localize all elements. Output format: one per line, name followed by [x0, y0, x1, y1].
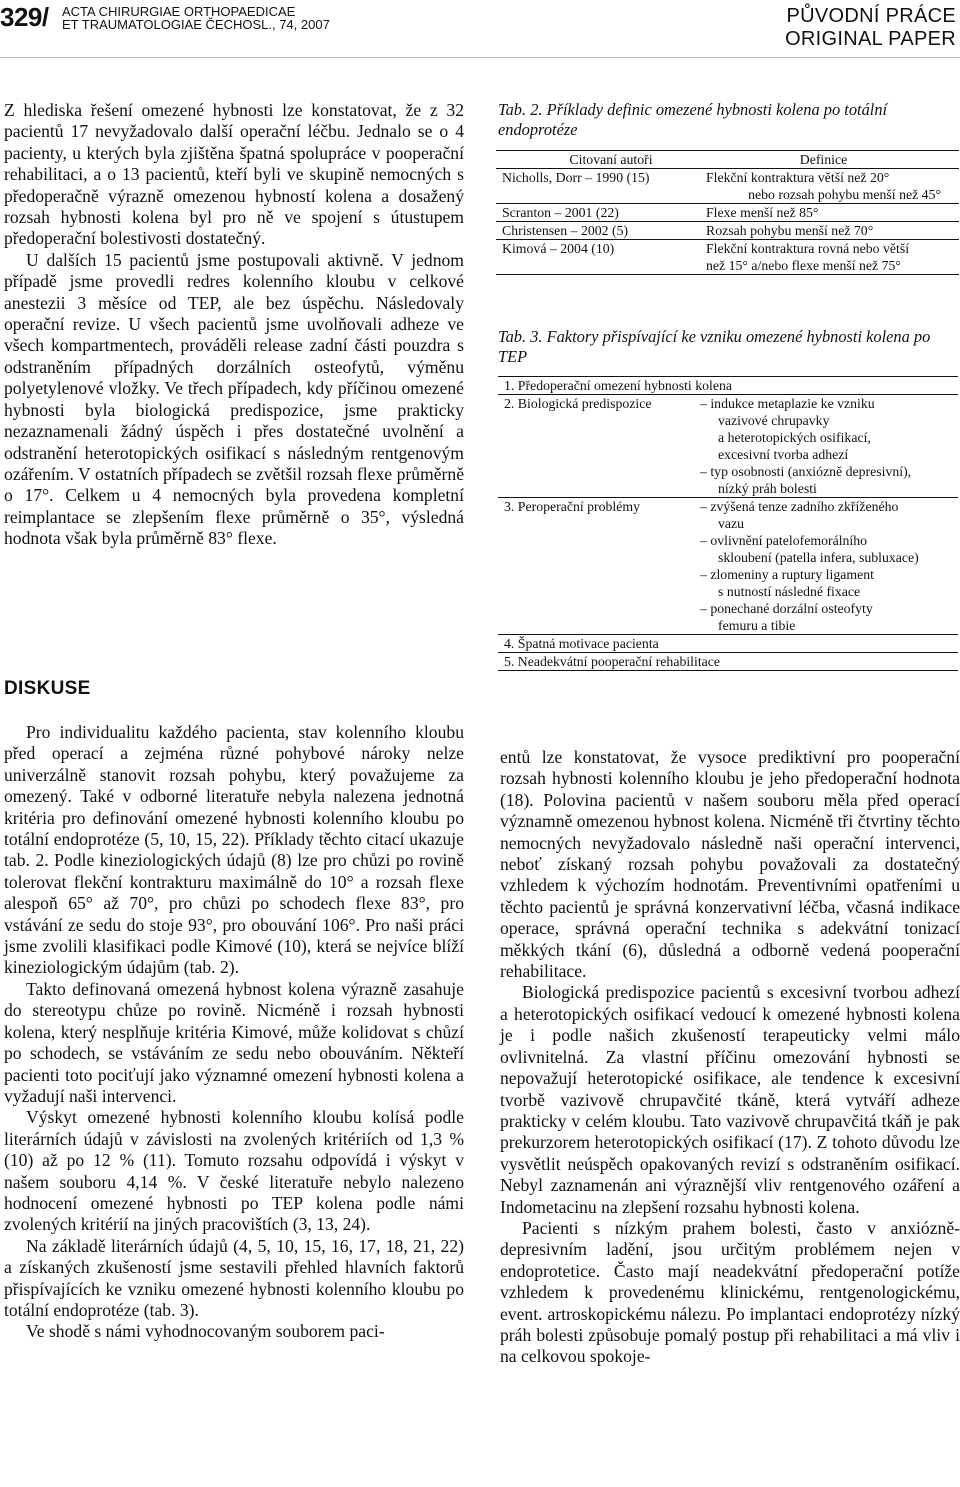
table2-author: Nicholls, Dorr – 1990 (15) [502, 170, 650, 185]
table2-author: Scranton – 2001 (22) [502, 205, 619, 220]
rubric-line2: ORIGINAL PAPER [785, 28, 956, 50]
table2-definition: Rozsah pohybu menší než 70° [706, 223, 874, 238]
paragraph: Biologická predispozice pacientů s excesivní tvorbou adhezí a heterotopických osifikací vedoucí k omezené hybnosti kolena je i podle našich zkušeností terapeuticky velmi málo ovlivnitelná. Za vlastní příčinu omezování hybnosti se nepovažují heterotopické osifikace, ale tendence k excesivní tvorbě vazivově chrupavčité tkáně, která vytváří adheze prakticky v celém kloubu. Tato vazivově chrupavčitá tkáň je pak prekurzorem heterotopických osifikací (17). Z tohoto důvodu lze vysvětlit neúspěch opakovaných revizí s odstraněním osifikací. Nebyl zaznamenán ani výraznější vliv rentgenového ozáření a Indometacinu na zlepšení rozsahu hybnosti kolena. [500, 982, 960, 1217]
table3-factor: 2. Biologická predispozice [504, 396, 652, 411]
table-row [498, 653, 958, 670]
table3-item: – zvýšená tenze zadního zkříženého [700, 499, 899, 514]
paragraph: entů lze konstatovat, že vysoce prediktivní pro pooperační rozsah hybnosti kolenního kloubu je jeho předoperační hodnota (18). Polovina pacientů v našem souboru měla před operací významně omezenou hybnost kolena. Nicméně tři čtvrtiny těchto nemocných nevyžadovalo následně naši operační intervenci, neboť získaný rozsah pohybu považovali za dostatečný vzhledem k výchozím hodnotám. Preventivními opatřeními u těchto pacientů je správná konzervativní léčba, včasná indikace operace, správná operační technika s adekvátní tonizací měkkých tkání (6), důsledná a odborně vedená pooperační rehabilitace. [500, 747, 960, 982]
journal-title-line1: ACTA CHIRURGIAE ORTHOPAEDICAE [62, 4, 296, 19]
journal-title [62, 5, 330, 31]
table2-author: Kimová – 2004 (10) [502, 241, 615, 256]
table3-subitems [700, 498, 956, 634]
table-row [498, 377, 958, 395]
page-header [0, 0, 960, 56]
table2-col-authors: Citovaní autoři [569, 152, 653, 167]
table3-item: – typ osobnosti (anxiózně depresivní), [700, 464, 912, 479]
table-row [496, 204, 959, 222]
table3-item-cont: skloubení (patella infera, subluxace) [718, 550, 919, 565]
table-row [498, 498, 958, 635]
table-row [496, 240, 959, 274]
paragraph: Pro individualitu každého pacienta, stav kolenního kloubu před operací a zejména různé pohybové nároky nelze univerzálně stanovit rozsah pohybu, který považujeme za omezený. Také v odborné literatuře nebyla nalezena jednotná kritéria pro definování omezené hybnosti kolenního kloubu po totální endoprotéze (5, 10, 15, 22). Příklady těchto citací ukazuje tab. 2. Podle kineziologických údajů (8) lze pro chůzi po rovině tolerovat flekční kontrakturu maximálně do 10° a rozsah flexe alespoň 65° až 70°, pro chůzi po schodech flexe 83°, pro vstávání ze sedu do stoje 93°, pro obouvání 106°. Pro naši práci jsme zvolili klasifikaci podle Kimové (10), která se nejvíce blíží kineziologickým údajům (tab. 2). [4, 722, 464, 978]
table3 [498, 376, 958, 671]
paragraph: Ve shodě s námi vyhodnocovaným souborem paci- [26, 1321, 385, 1342]
table3-factor: 3. Peroperační problémy [504, 499, 641, 514]
right-column-bottom [500, 747, 960, 1368]
table2-definition [702, 169, 959, 203]
journal-title-line2: ET TRAUMATOLOGIAE ČECHOSL., 74, 2007 [62, 17, 330, 32]
table3-factor: 1. Předoperační omezení hybnosti kolena [504, 378, 732, 393]
section-heading-diskuse: DISKUSE [4, 678, 91, 699]
paragraph: U dalších 15 pacientů jsme postupovali aktivně. V jednom případě jsme provedli redres kolenního kloubu v celkové anestezii 3 měsíce od TEP, ale bez úspěchu. Následovaly operační revize. U všech pacientů jsme uvolňovali adheze ve všech kompartmentech, prováděli release zadní části pouzdra s odstraněním případných dorzálních osteofytů, výměnu polyetylenové vložky. Ve třech případech, kdy příčinou omezené hybnosti byla biologická predispozice, jsme prakticky nezaznamenali žádný úspěch i přes dostatečné uvolnění a odstranění heterotopických osifikací s následným rentgenovým ozářením. V ostatních případech se zvětšil rozsah flexe průměrně o 17°. Celkem u 4 nemocných byla provedena kompletní reimplantace se zlepšením flexe průměrně o 35°, výsledná hodnota však byla průměrně 83° flexe. [4, 249, 464, 549]
page-number: 329/ [0, 2, 49, 32]
table-row [498, 635, 958, 653]
table2-definition: Flexe menší než 85° [706, 205, 819, 220]
table3-item: – indukce metaplazie ke vzniku [700, 396, 875, 411]
paragraph: Takto definovaná omezená hybnost kolena výrazně zasahuje do stereotypu chůze po rovině. Nicméně i rozsah hybnosti kolena, který nesplňuje kritéria Kimové, může kolidovat s chůzí po schodech, se vstáváním ze sedu nebo obouváním. Někteří pacienti toto pociťují jako významné omezení hybnosti kolena a vyžadují naši intervenci. [4, 978, 464, 1106]
table3-caption: Tab. 3. Faktory přispívající ke vzniku omezené hybnosti kolena po TEP [498, 327, 931, 366]
table2-col-definition: Definice [799, 152, 848, 167]
rubric [785, 5, 956, 51]
table2 [496, 150, 959, 275]
table3-item: – zlomeniny a ruptury ligament [700, 567, 874, 582]
left-column-top [4, 100, 464, 550]
table-row [496, 169, 959, 204]
paragraph: Na základě literárních údajů (4, 5, 10, 15, 16, 17, 18, 21, 22) a získaných zkušeností jsme sestavili přehled hlavních faktorů přispívajících ke vzniku omezené hybnosti kolenního kloubu po totální endoprotéze (tab. 3). [4, 1235, 464, 1320]
table3-factor: 4. Špatná motivace pacienta [504, 636, 659, 651]
table2-def-line: než 15° a/nebo flexe menší než 75° [706, 258, 901, 273]
table2-def-line: nebo rozsah pohybu menší než 45° [748, 187, 941, 202]
table3-factor: 5. Neadekvátní pooperační rehabilitace [504, 654, 721, 669]
paragraph: Pacienti s nízkým prahem bolesti, často v anxiózně-depresivním ladění, jsou určitým problémem nejen v endoprotetice. Často mají neadekvátní předoperační potíže vzhledem k provedenému klinickému, rentgenologickému, event. artroskopickému nálezu. Po implantaci endoprotézy nízký práh bolesti způsobuje pomalý postup při rehabilitaci a má vliv i na celkovou spokoje- [500, 1217, 960, 1367]
rubric-line1: PŮVODNÍ PRÁCE [786, 5, 956, 27]
table3-subitems [700, 395, 956, 497]
table3-item-cont: s nutností následné fixace [718, 584, 861, 599]
table3-item-cont: vazivové chrupavky [718, 413, 830, 428]
table3-item-cont: excesivní tvorba adhezí [718, 447, 849, 462]
table3-item-cont: nízký práh bolesti [718, 481, 817, 496]
left-column-bottom [4, 722, 464, 1343]
table-row [498, 395, 958, 498]
table3-item: – ponechané dorzální osteofyty [700, 601, 873, 616]
table2-definition [702, 240, 959, 274]
table2-author: Christensen – 2002 (5) [502, 223, 629, 238]
table3-item-cont: femuru a tibie [718, 618, 796, 633]
table3-item-cont: a heterotopických osifikací, [718, 430, 871, 445]
header-divider [0, 57, 960, 58]
table2-caption: Tab. 2. Příklady definic omezené hybnosti kolena po totální endoprotéze [498, 100, 888, 139]
table2-def-line: Flekční kontraktura rovná nebo větší [706, 241, 910, 256]
table2-def-line: Flekční kontraktura větší než 20° [706, 170, 890, 185]
table3-item-cont: vazu [718, 516, 745, 531]
paragraph: Z hlediska řešení omezené hybnosti lze konstatovat, že z 32 pacientů 17 nevyžadovalo další operační léčbu. Jednalo se o 4 pacienty, u kterých byla zjištěna špatná spolupráce v pooperační rehabilitaci, a o 13 pacientů, kteří byli ve skupině nemocných s předoperačně výrazně omezenou hybností kolena a dosažený rozsah hybnosti kolena byl pro ně ve spojení s útustupem předoperační bolestivosti dostatečný. [4, 100, 464, 249]
table2-header-row [496, 151, 959, 169]
table3-item: – ovlivnění patelofemorálního [700, 533, 868, 548]
paragraph: Výskyt omezené hybnosti kolenního kloubu kolísá podle literárních údajů v závislosti na zvolených kritériích od 1,3 % (10) až po 12 % (11). Tomuto rozsahu odpovídá i výskyt v našem souboru 4,14 %. V české literatuře nebylo nalezeno hodnocení omezené hybnosti po TEP kolena podle námi zvolených kritérií na jiných pracovištích (3, 13, 24). [4, 1107, 464, 1235]
table-row [496, 222, 959, 240]
